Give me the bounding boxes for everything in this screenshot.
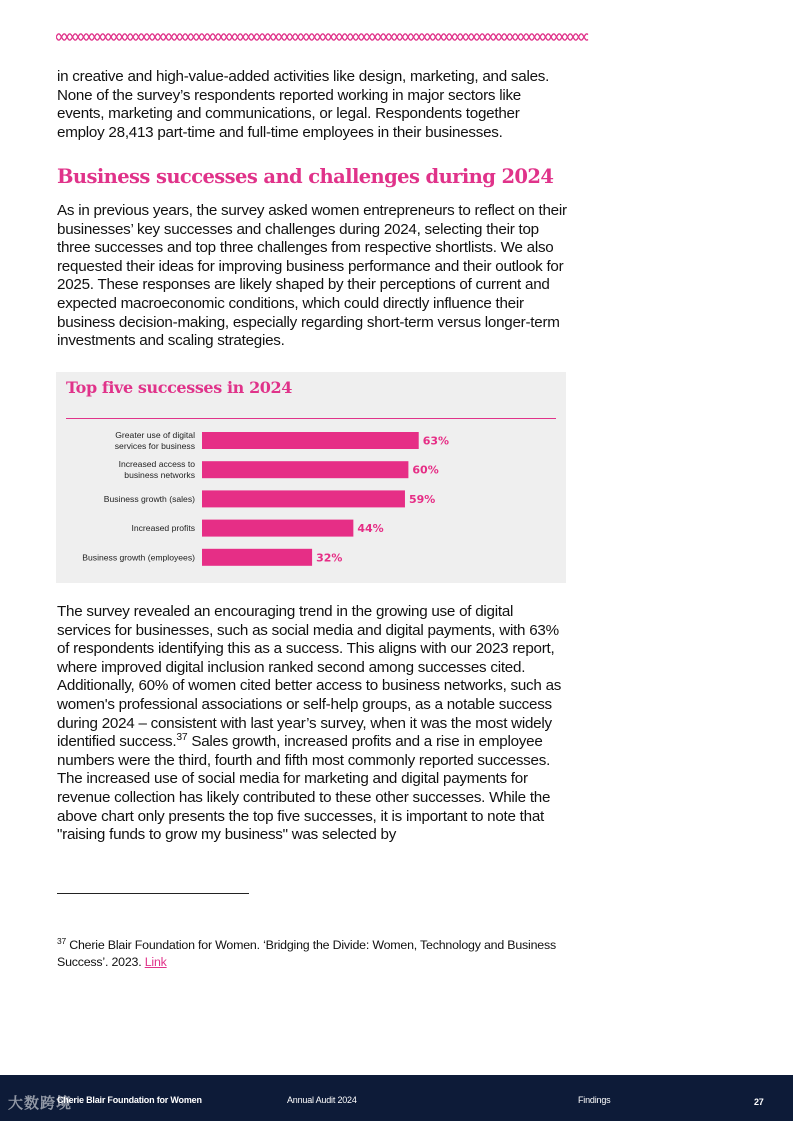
value-label-3: 59% <box>408 492 436 506</box>
successes-chart <box>56 372 566 583</box>
footer-report-title: Annual Audit 2024 <box>287 1095 357 1105</box>
footnote-link[interactable]: Link <box>144 955 167 969</box>
analysis-text-part1: The survey revealed an encouraging trend in the growing use of digital services for businesses, such as social media and digital payments, with 63% of respondents identifying this as a success. This aligns with our 2023 report, where improved digital inclusion ranked second among successes cited. Additionally, 60% of women cited better access to business networks, such as women's professional associations or self-help groups, as a notable success during 2024 – consistent with last year’s survey, when it was the most widely identified success. <box>57 603 562 751</box>
footnote <box>57 937 557 971</box>
bar-3 <box>202 490 405 507</box>
value-label-5: 32% <box>316 551 343 565</box>
analysis-paragraph <box>57 603 569 845</box>
category-label-1: Greater use of digital services for business <box>114 430 195 451</box>
category-label-4: Increased profits <box>131 523 195 534</box>
page-footer <box>0 1075 793 1121</box>
analysis-text-part2: Sales growth, increased profits and a rise in employee numbers were the third, fourth and fifth most commonly reported successes. The increased use of social media for marketing and digital payments for revenue collection has likely contributed to these other successes. While the above chart only presents the top five successes, it is important to note that "raising funds to grow my business" was selected by <box>57 733 551 844</box>
footer-section: Findings <box>578 1095 611 1105</box>
footer-organization: Cherie Blair Foundation for Women <box>57 1095 202 1105</box>
bar-4 <box>202 520 353 537</box>
footnote-reference[interactable]: 37 <box>176 732 188 744</box>
category-label-5: Business growth (employees) <box>82 552 195 563</box>
decorative-wavy-line <box>56 30 590 44</box>
value-label-4: 44% <box>357 522 384 536</box>
page-number: 27 <box>754 1097 764 1107</box>
bar-1 <box>202 432 419 449</box>
footnote-text: Cherie Blair Foundation for Women. ‘Bridging the Divide: Women, Technology and Business Success’. 2023. <box>57 938 556 969</box>
chart-title: Top five successes in 2024 <box>66 378 292 397</box>
category-label-3: Business growth (sales) <box>103 493 195 504</box>
watermark-logo: 大数跨境 <box>8 1095 73 1112</box>
value-label-2: 60% <box>412 463 439 477</box>
category-label-2: Increased access to business networks <box>118 459 195 481</box>
section-heading: Business successes and challenges during 2024 <box>57 165 554 188</box>
bar-2 <box>202 461 408 478</box>
footnote-divider <box>57 893 249 894</box>
value-label-1: 63% <box>422 434 450 448</box>
bar-5 <box>202 549 312 566</box>
intro-paragraph: in creative and high-value-added activities like design, marketing, and sales. None of the survey’s respondents reported working in major sectors like events, marketing and communications, or legal. Respondents together employ 28,413 part-time and full-time employees in their businesses. <box>57 68 550 141</box>
section-paragraph: As in previous years, the survey asked women entrepreneurs to reflect on their businesses’ key successes and challenges during 2024, selecting their top three successes and top three challenges from respective shortlists. We also requested their ideas for improving business performance and their outlook for 2025. These responses are likely shaped by their perceptions of current and expected macroeconomic conditions, which could directly influence their business decision-making, especially regarding short-term versus longer-term investments and scaling strategies. <box>57 202 567 350</box>
bar-chart-plot <box>56 372 566 583</box>
footnote-number: 37 <box>57 935 66 946</box>
